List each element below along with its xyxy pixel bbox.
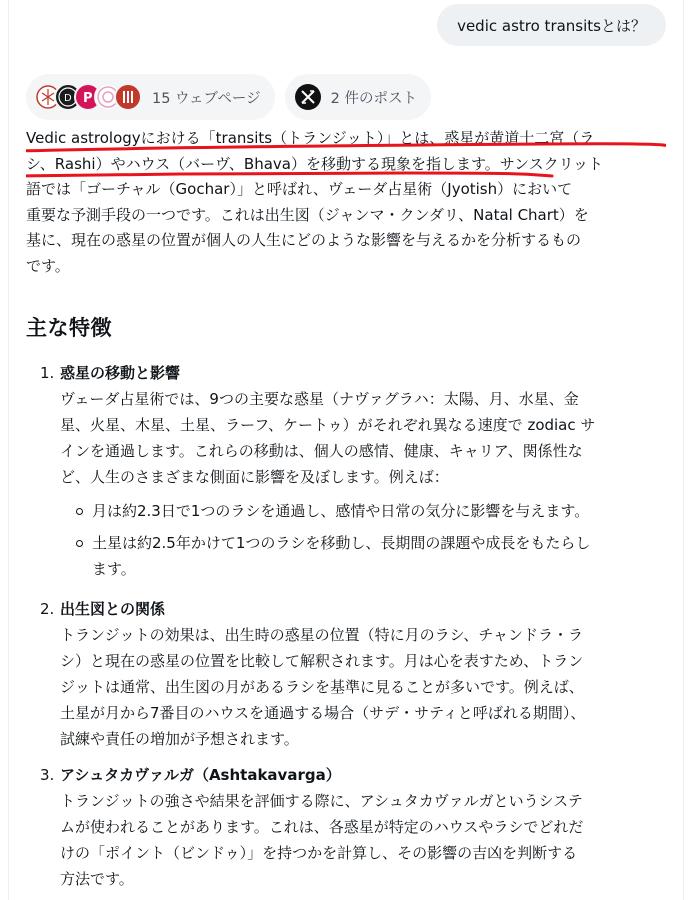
web-sources-count: 15 ウェブページ: [152, 90, 261, 107]
intro-line: シ、Rashi）やハウス（バーヴ、Bhava）を移動する現象を指します。サンスクリット: [26, 154, 603, 173]
body-line: シ）と現在の惑星の位置を比較して解釈されます。月は心を表すため、トラン: [60, 652, 584, 670]
sources-bar: [26, 74, 431, 120]
feature-title: 出生図との関係: [60, 600, 166, 618]
user-message-bubble: [437, 4, 666, 46]
feature-item-3: [40, 762, 664, 892]
list-number: 1.: [40, 364, 55, 382]
list-item: [40, 530, 664, 582]
body-line: 星、火星、木星、土星、ラーフ、ケートゥ）がそれぞれ異なる速度で zodiac サ: [60, 416, 596, 434]
svg-text:D: D: [64, 93, 72, 104]
feature-item-2: [40, 596, 664, 752]
list-item: [40, 498, 664, 524]
posts-sources-count: 2 件のポスト: [330, 90, 417, 107]
body-line: 試練や責任の増加が予想されます。: [60, 730, 299, 748]
site-favicon-icon: [114, 83, 142, 111]
feature-title: 惑星の移動と影響: [60, 364, 181, 382]
body-line: ヴェーダ占星術では、9つの主要な惑星（ナヴァグラハ：太陽、月、水星、金: [60, 390, 579, 408]
bullet-icon: [76, 540, 83, 547]
feature-body: [60, 386, 664, 490]
body-line: インを通過します。これらの移動は、個人の感情、健康、キャリア、関係性な: [60, 442, 583, 460]
user-message-text: vedic astro transitsとは？: [457, 16, 646, 35]
body-line: ムが使われることがあります。これは、各惑星が特定のハウスやラシでどれだ: [60, 818, 584, 836]
intro-line: 語では「ゴーチャル（Gochar）」と呼ばれ、ヴェーダ占星術（Jyotish）において: [26, 180, 573, 198]
x-logo-icon: [295, 84, 321, 110]
body-line: ど、人生のさまざまな側面に影響を及ぼします。例えば：: [60, 468, 449, 486]
intro-line: です。: [26, 256, 70, 275]
favicon-stack: [34, 83, 142, 111]
list-number: 3.: [40, 766, 55, 784]
feature-body: [60, 622, 664, 752]
feature-body: [60, 788, 664, 892]
bullet-line: 土星は約2.5年かけて1つのラシを移動し、長期間の課題や成長をもたらし: [92, 534, 591, 552]
body-line: けの「ポイント（ビンドゥ）」を持つかを計算し、その影響の吉凶を判断する: [60, 844, 578, 862]
bullet-list: [40, 498, 664, 582]
svg-text:P: P: [83, 91, 93, 106]
bullet-line: 月は約2.3日で1つのラシを通過し、感情や日常の気分に影響を与えます。: [92, 502, 590, 520]
list-number: 2.: [40, 600, 55, 618]
answer-intro: [26, 126, 666, 279]
bullet-line: ます。: [92, 560, 136, 578]
intro-line: Vedic astrologyにおける「transits（トランジット）」とは、惑星が黄道十二宮（ラ: [26, 129, 595, 147]
feature-item-1: [40, 360, 664, 588]
bullet-icon: [76, 508, 83, 515]
feature-title: アシュタカヴァルガ（Ashtakavarga）: [60, 766, 341, 784]
body-line: トランジットの効果は、出生時の惑星の位置（特に月のラシ、チャンドラ・ラ: [60, 626, 583, 644]
body-line: トランジットの強さや結果を評価する際に、アシュタカヴァルガというシステ: [60, 792, 583, 810]
section-heading: 主な特徴: [26, 316, 112, 340]
body-line: 方法です。: [60, 870, 134, 888]
body-line: 土星が月から7番目のハウスを通過する場合（サデ・サティと呼ばれる期間）、: [60, 704, 586, 722]
intro-line: 重要な予測手段の一つです。これは出生図（ジャンマ・クンダリ、Natal Chart）を: [26, 205, 589, 224]
web-sources-button[interactable]: [26, 74, 275, 120]
intro-line: 基に、現在の惑星の位置が個人の人生にどのような影響を与えるかを分析するもの: [26, 231, 582, 249]
posts-sources-button[interactable]: [285, 74, 431, 120]
body-line: ジットは通常、出生図の月があるラシを基準に見ることが多いです。例えば、: [60, 678, 584, 696]
